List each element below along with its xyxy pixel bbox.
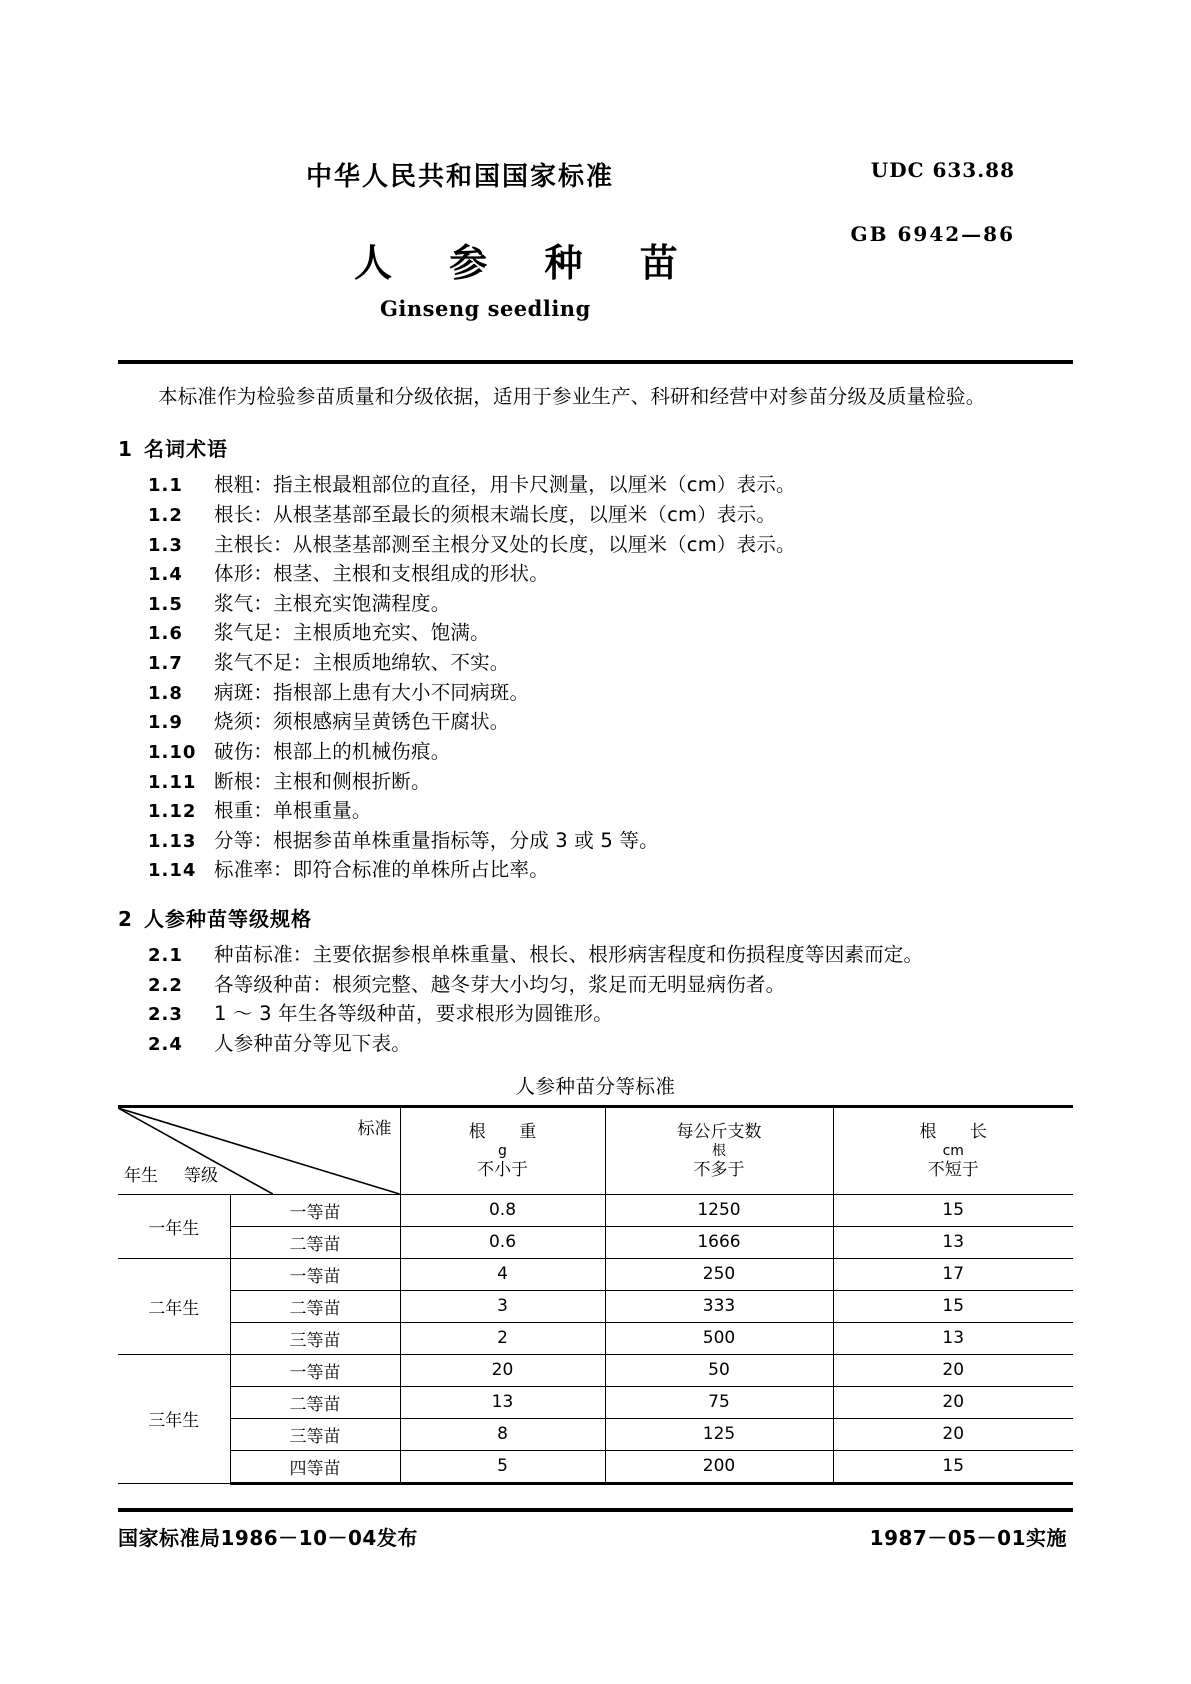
clause-text: 根粗：指主根最粗部位的直径，用卡尺测量，以厘米（cm）表示。 [214, 473, 796, 497]
standard-number: GB 6942—86 [850, 222, 1015, 246]
table-row [118, 1386, 1073, 1418]
cell-length: 15 [833, 1290, 1073, 1322]
clause-item [118, 500, 1073, 530]
header-divider [118, 360, 1073, 364]
cell-count: 75 [605, 1386, 833, 1418]
cell-count: 500 [605, 1322, 833, 1354]
section-heading-2 [118, 903, 1073, 932]
clause-item [118, 707, 1073, 737]
clause-number: 1.8 [148, 682, 183, 704]
column-header-limit: 不多于 [693, 1160, 745, 1181]
clause-item [118, 855, 1073, 885]
table-header-row [118, 1106, 1073, 1194]
clause-number: 1.13 [148, 830, 197, 852]
page-subtitle-english: Ginseng seedling [380, 296, 591, 321]
cell-count: 250 [605, 1258, 833, 1290]
clause-number: 1.6 [148, 623, 183, 645]
clause-item [118, 530, 1073, 560]
table-row [118, 1418, 1073, 1450]
cell-grade: 三等苗 [230, 1418, 400, 1450]
clause-number: 1.2 [148, 504, 183, 526]
clause-item [118, 999, 1073, 1029]
national-standard-label: 中华人民共和国国家标准 [306, 162, 615, 192]
clause-number: 1.12 [148, 801, 197, 823]
clause-number: 1.3 [148, 534, 183, 556]
cell-length: 15 [833, 1194, 1073, 1226]
footer-divider [118, 1508, 1073, 1512]
table-row [118, 1194, 1073, 1226]
clause-text: 病斑：指根部上患有大小不同病斑。 [214, 680, 530, 704]
clause-number: 1.9 [148, 712, 183, 734]
clause-number: 2.1 [148, 945, 183, 966]
clause-text: 1 ～ 3 年生各等级种苗，要求根形为圆锥形。 [214, 1002, 614, 1026]
document-footer [118, 1522, 1073, 1551]
cell-count: 1250 [605, 1194, 833, 1226]
clause-text: 破伤：根部上的机械伤痕。 [214, 739, 451, 763]
cell-length: 13 [833, 1226, 1073, 1258]
clause-list-1 [118, 470, 1073, 885]
column-header-limit: 不小于 [477, 1160, 528, 1181]
corner-label-grade: 等级 [184, 1165, 218, 1186]
cell-grade: 三等苗 [230, 1322, 400, 1354]
cell-length: 13 [833, 1322, 1073, 1354]
cell-weight: 20 [400, 1354, 605, 1386]
grading-standard-table [118, 1105, 1073, 1485]
table-row [118, 1258, 1073, 1290]
effective-date-label: 1987－05－01实施 [869, 1526, 1067, 1550]
table-row [118, 1226, 1073, 1258]
clause-text: 标准率：即符合标准的单株所占比率。 [214, 858, 549, 882]
clause-item [118, 470, 1073, 500]
column-header-line1: 根 长 [919, 1121, 1001, 1142]
cell-length: 20 [833, 1386, 1073, 1418]
cell-grade: 一等苗 [230, 1258, 400, 1290]
clause-item [118, 618, 1073, 648]
clause-text: 种苗标准：主要依据参根单株重量、根长、根形病害程度和伤损程度等因素而定。 [214, 943, 924, 966]
cell-length: 15 [833, 1450, 1073, 1483]
section-title-1: 名词术语 [144, 437, 228, 462]
clause-item [118, 559, 1073, 589]
section-title-2: 人参种苗等级规格 [144, 907, 312, 931]
corner-label-standard: 标准 [357, 1118, 392, 1139]
clause-item [118, 648, 1073, 678]
clause-item [118, 678, 1073, 708]
cell-count: 200 [605, 1450, 833, 1483]
corner-label-year: 年生 [124, 1165, 158, 1186]
table-row [118, 1290, 1073, 1322]
clause-number: 2.4 [148, 1033, 183, 1055]
cell-weight: 5 [400, 1450, 605, 1483]
table-row [118, 1322, 1073, 1354]
clause-number: 1.11 [148, 771, 197, 793]
cell-weight: 2 [400, 1322, 605, 1354]
cell-grade: 二等苗 [230, 1226, 400, 1258]
section-heading-1 [118, 433, 1073, 462]
column-header-unit: cm [942, 1142, 964, 1159]
clause-item [118, 826, 1073, 856]
cell-count: 1666 [605, 1226, 833, 1258]
clause-number: 1.5 [148, 593, 183, 615]
clause-text: 根长：从根茎基部至最长的须根末端长度，以厘米（cm）表示。 [214, 502, 777, 526]
column-header-count-per-kg [605, 1106, 833, 1194]
table-caption: 人参种苗分等标准 [515, 1074, 676, 1098]
clause-text: 浆气不足：主根质地绵软、不实。 [214, 651, 510, 674]
cell-grade: 二等苗 [230, 1386, 400, 1418]
cell-count: 125 [605, 1418, 833, 1450]
section-spacer [118, 885, 1073, 903]
clause-number: 2.3 [148, 1004, 183, 1026]
clause-text: 体形：根茎、主根和支根组成的形状。 [214, 562, 549, 586]
clause-text: 各等级种苗：根须完整、越冬芽大小均匀，浆足而无明显病伤者。 [214, 972, 786, 996]
section-number-2: 2 [118, 907, 133, 931]
clause-text: 烧须：须根感病呈黄锈色干腐状。 [214, 710, 510, 734]
column-header-line1: 每公斤支数 [676, 1121, 762, 1142]
scope-paragraph: 本标准作为检验参苗质量和分级依据，适用于参业生产、科研和经营中对参苗分级及质量检验。 [158, 385, 986, 408]
cell-length: 17 [833, 1258, 1073, 1290]
clause-number: 1.4 [148, 564, 183, 586]
document-masthead [118, 0, 1073, 321]
clause-number: 1.7 [148, 653, 183, 674]
clause-item [118, 767, 1073, 797]
clause-text: 主根长：从根茎基部测至主根分叉处的长度，以厘米（cm）表示。 [214, 532, 796, 556]
clause-text: 浆气：主根充实饱满程度。 [214, 591, 451, 615]
clause-text: 浆气足：主根质地充实、饱满。 [214, 621, 490, 645]
cell-count: 333 [605, 1290, 833, 1322]
cell-weight: 4 [400, 1258, 605, 1290]
cell-grade: 一等苗 [230, 1354, 400, 1386]
section-number-1: 1 [118, 437, 133, 462]
year-group-label: 一年生 [118, 1194, 230, 1258]
cell-grade: 一等苗 [230, 1194, 400, 1226]
udc-code: UDC 633.88 [870, 158, 1015, 182]
cell-grade: 二等苗 [230, 1290, 400, 1322]
document-body [118, 382, 1073, 1485]
clause-item [118, 940, 1073, 970]
column-header-root-length [833, 1106, 1073, 1194]
clause-item [118, 737, 1073, 767]
column-header-root-weight [400, 1106, 605, 1194]
clause-item [118, 796, 1073, 826]
cell-weight: 13 [400, 1386, 605, 1418]
column-header-limit: 不短于 [927, 1160, 979, 1181]
clause-text: 人参种苗分等见下表。 [214, 1031, 412, 1055]
page-title: 人 参 种 苗 [354, 241, 700, 285]
cell-weight: 8 [400, 1418, 605, 1450]
clause-text: 分等：根据参苗单株重量指标等，分成 3 或 5 等。 [214, 828, 659, 852]
cell-count: 50 [605, 1354, 833, 1386]
cell-grade: 四等苗 [230, 1450, 400, 1483]
cell-weight: 3 [400, 1290, 605, 1322]
year-group-label: 三年生 [118, 1354, 230, 1483]
clause-item [118, 970, 1073, 1000]
column-header-unit: 根 [712, 1142, 726, 1159]
table-row [118, 1450, 1073, 1483]
clause-number: 1.10 [148, 741, 197, 763]
clause-number: 1.1 [148, 475, 183, 497]
issue-date-label: 国家标准局1986－10－04发布 [118, 1526, 418, 1550]
cell-length: 20 [833, 1354, 1073, 1386]
corner-split-cell [118, 1106, 400, 1194]
column-header-line1: 根 重 [468, 1121, 551, 1142]
year-group-label: 二年生 [118, 1258, 230, 1354]
clause-item [118, 589, 1073, 619]
clause-list-2 [118, 940, 1073, 1059]
column-header-unit: g [498, 1142, 507, 1159]
cell-weight: 0.6 [400, 1226, 605, 1258]
clause-item [118, 1029, 1073, 1059]
clause-text: 根重：单根重量。 [214, 799, 372, 823]
cell-length: 20 [833, 1418, 1073, 1450]
clause-number: 1.14 [148, 860, 197, 882]
cell-weight: 0.8 [400, 1194, 605, 1226]
clause-text: 断根：主根和侧根折断。 [214, 769, 431, 793]
clause-number: 2.2 [148, 974, 183, 996]
table-row [118, 1354, 1073, 1386]
